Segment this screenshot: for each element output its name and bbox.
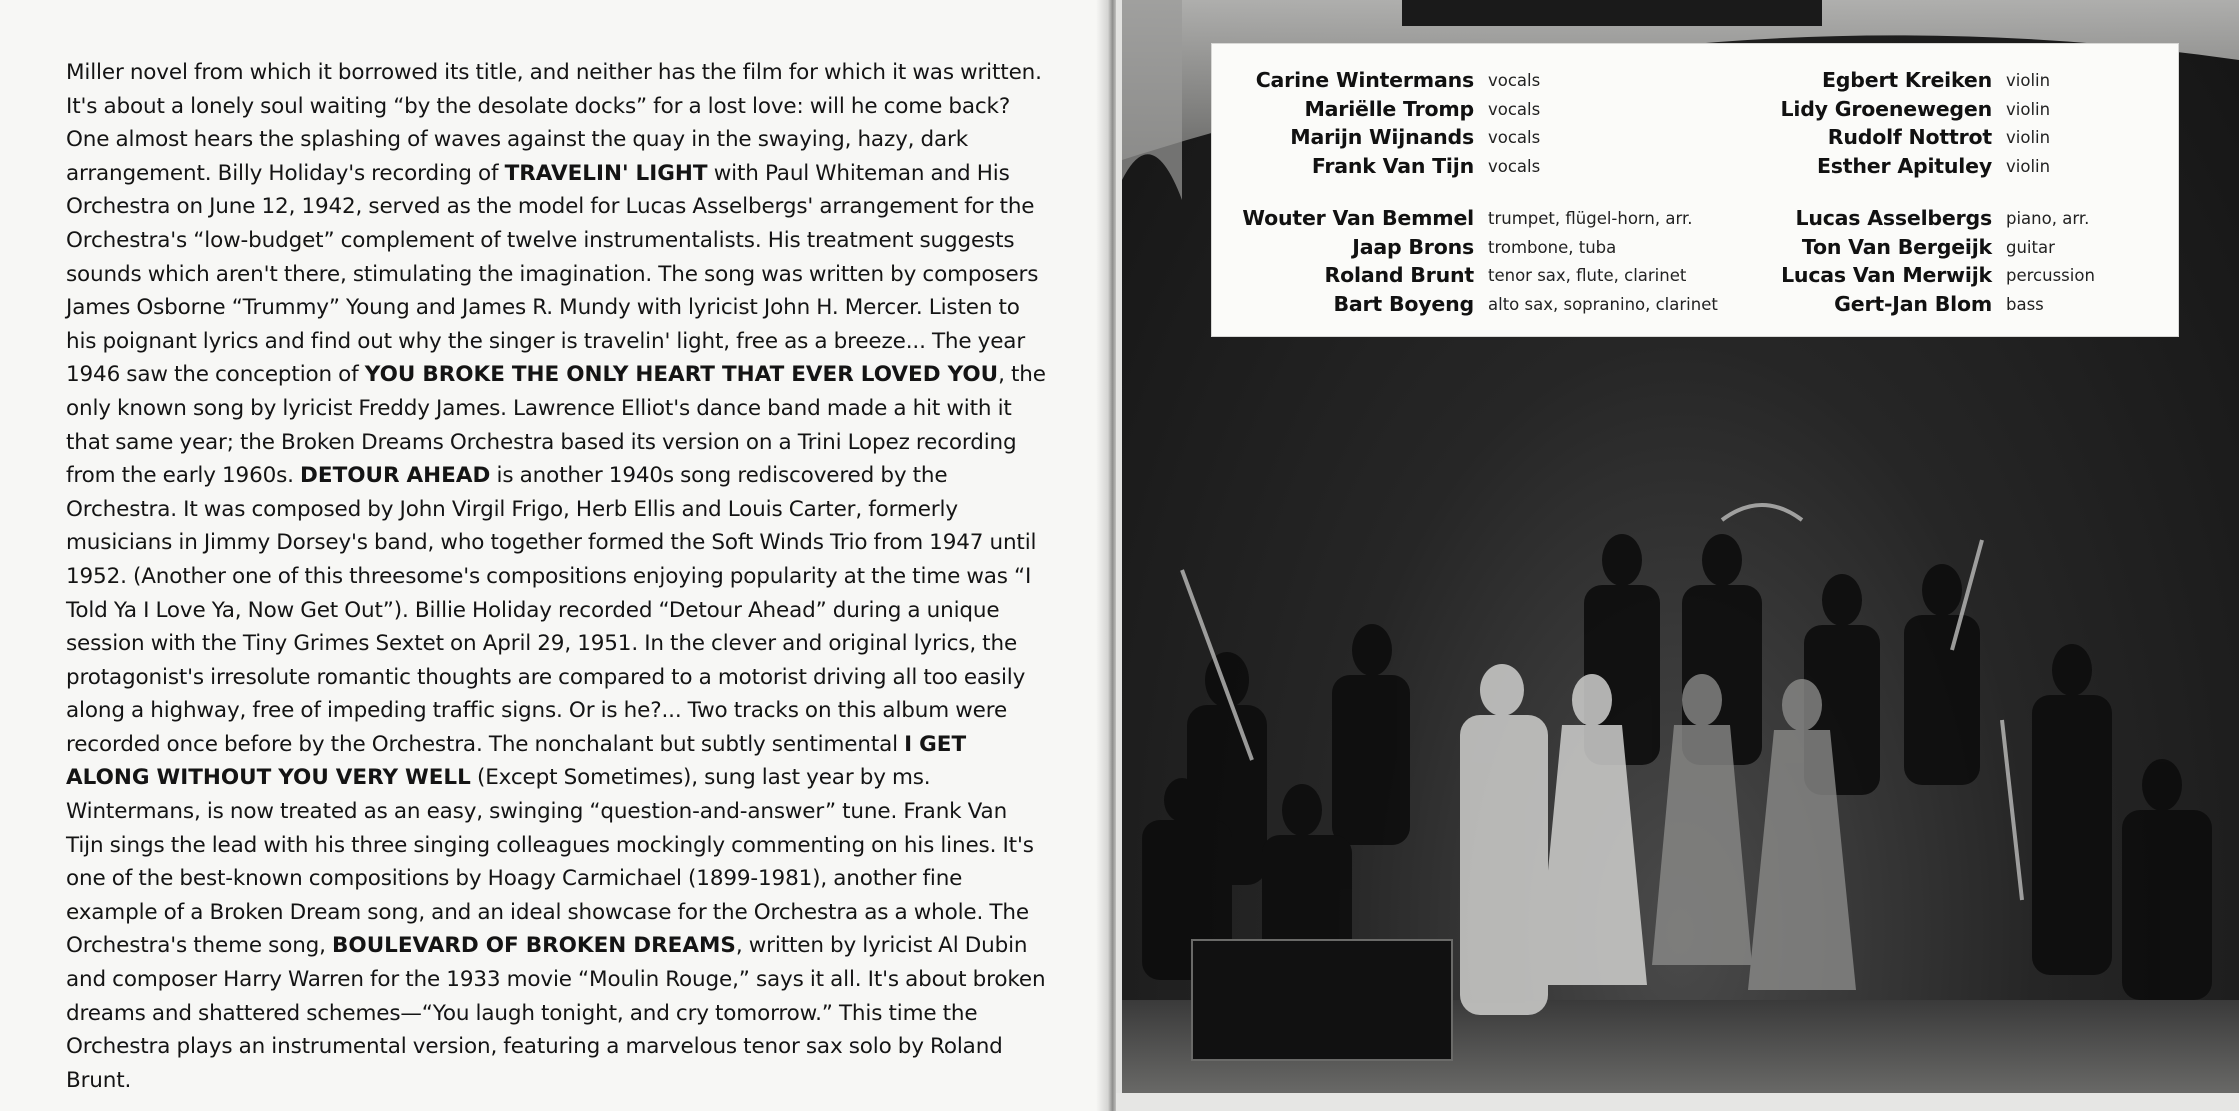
text-run: (Except Sometimes), sung last year by ms. Wintermans, is now treated as an easy, swinging “question-and-answer” tune. Frank Van Tijn sings the lead with his three singing colleagues mockingly commenting on his lines. It's one of the best-known compositions by Hoagy Carmichael (1899-1981), another fine example of a Broken Dream song, and an ideal showcase for the Orchestra as a whole. The Orchestra's theme song,	[66, 765, 1034, 959]
text-run: is another 1940s song rediscovered by the Orchestra. It was composed by John Virgil Frigo, Herb Ellis and Louis Carter, formerly musicians in Jimmy Dorsey's band, who together formed the Soft Winds Trio from 1947 until 1952. (Another one of this threesome's compositions enjoying popularity at the time was “I Told Ya I Love Ya, Now Get Out”). Billie Holiday recorded “Detour Ahead” during a unique session with the Tiny Grimes Sextet on April 29, 1951. In the clever and original lyrics, the protagonist's irresolute romantic thoughts are compared to a motorist driving all too easily along a highway, free of impeding traffic signs. Or is he?... Two tracks on this album were recorded once before by the Orchestra. The nonchalant but subtly sentimental	[66, 463, 1037, 757]
musician-name: Lucas Van Merwijk	[1781, 263, 1992, 287]
musician-name: Jaap Brons	[1352, 234, 1474, 259]
musician-role: percussion	[2006, 266, 2095, 285]
text-run: with Paul Whiteman and His Orchestra on June 12, 1942, served as the model for Lucas Asselbergs' arrangement for the Orchestra's “low-budget” complement of twelve instrumentalists. His treatment suggests sounds which aren't there, stimulating the imagination. The song was written by composers James Osborne “Trummy” Young and James R. Mundy with lyricist John H. Mercer. Listen to his poignant lyrics and find out why the singer is travelin' light, free as a breeze... The year 1946 saw the conception of	[66, 160, 1039, 388]
musician-name: Marijn Wijnands	[1290, 125, 1474, 149]
musician-role: violin	[2006, 128, 2051, 147]
musician-role: violin	[2006, 99, 2051, 119]
musician-name: Carine Wintermans	[1255, 68, 1474, 92]
song-title: YOU BROKE THE ONLY HEART THAT EVER LOVED YOU	[364, 362, 999, 388]
text-run: , the only known song by lyricist Freddy James. Lawrence Elliot's dance band made a hit with it that same year; the Broken Dreams Orchestra based its version on a Trini Lopez recording from the early 1960s.	[66, 362, 1046, 489]
musician-name: Rudolf Nottrot	[1827, 125, 1992, 149]
credit-row	[1212, 292, 2178, 321]
musician-role: trumpet, flügel-horn, arr.	[1488, 209, 1693, 228]
musician-role: trombone, tuba	[1488, 237, 1617, 257]
musician-name: Frank Van Tijn	[1311, 153, 1474, 178]
musician-role: vocals	[1488, 156, 1541, 176]
left-page	[0, 0, 1110, 1111]
musician-name: Wouter Van Bemmel	[1242, 206, 1474, 230]
credit-row	[1212, 97, 2178, 126]
liner-notes-text	[66, 56, 1046, 1097]
musician-name: Bart Boyeng	[1333, 291, 1474, 316]
musician-role: violin	[2006, 71, 2051, 90]
credits-box	[1212, 44, 2178, 336]
song-title: DETOUR AHEAD	[300, 463, 491, 489]
musician-name: Lidy Groenewegen	[1780, 96, 1992, 121]
musician-role: guitar	[2006, 237, 2055, 257]
musician-role: alto sax, sopranino, clarinet	[1488, 294, 1718, 314]
credit-row	[1212, 235, 2178, 264]
musician-name: Ton Van Bergeijk	[1801, 234, 1992, 259]
song-title: TRAVELIN' LIGHT	[504, 160, 708, 186]
musician-name: Roland Brunt	[1324, 263, 1474, 287]
credit-row	[1212, 125, 2178, 154]
musician-role: bass	[2006, 294, 2044, 314]
musician-name: Esther Apituley	[1816, 153, 1992, 178]
musician-role: vocals	[1488, 99, 1541, 119]
musician-name: Lucas Asselbergs	[1795, 206, 1992, 230]
musician-name: Egbert Kreiken	[1821, 68, 1992, 92]
musician-role: piano, arr.	[2006, 209, 2090, 228]
text-run: , written by lyricist Al Dubin and composer Harry Warren for the 1933 movie “Moulin Rouge,” says it all. It's about broken dreams and shattered schemes—“You laugh tonight, and cry tomorrow.” This time the Orchestra plays an instrumental version, featuring a marvelous tenor sax solo by Roland Brunt.	[66, 933, 1046, 1093]
credit-row	[1212, 263, 2178, 292]
song-title: I GET ALONG WITHOUT YOU VERY WELL	[66, 731, 967, 791]
credit-row	[1212, 68, 2178, 97]
musician-name: Gert-Jan Blom	[1834, 291, 1992, 316]
song-title: BOULEVARD OF BROKEN DREAMS	[332, 933, 736, 959]
credit-row	[1212, 206, 2178, 235]
musician-role: violin	[2006, 156, 2051, 176]
musician-role: vocals	[1488, 71, 1541, 90]
credits-right-column	[1212, 68, 2178, 320]
text-run: Miller novel from which it borrowed its title, and neither has the film for which it was written. It's about a lonely soul waiting “by the desolate docks” for a lost love: will he come back? One almost hears the splashing of waves against the quay in the swaying, hazy, dark arrangement. Billy Holiday's recording of	[66, 60, 1042, 186]
photo-bottom-edge	[1116, 1093, 2239, 1111]
musician-role: vocals	[1488, 128, 1541, 147]
credit-row	[1212, 154, 2178, 183]
musician-name: Mariëlle Tromp	[1304, 96, 1474, 121]
musician-role: tenor sax, flute, clarinet	[1488, 266, 1687, 285]
